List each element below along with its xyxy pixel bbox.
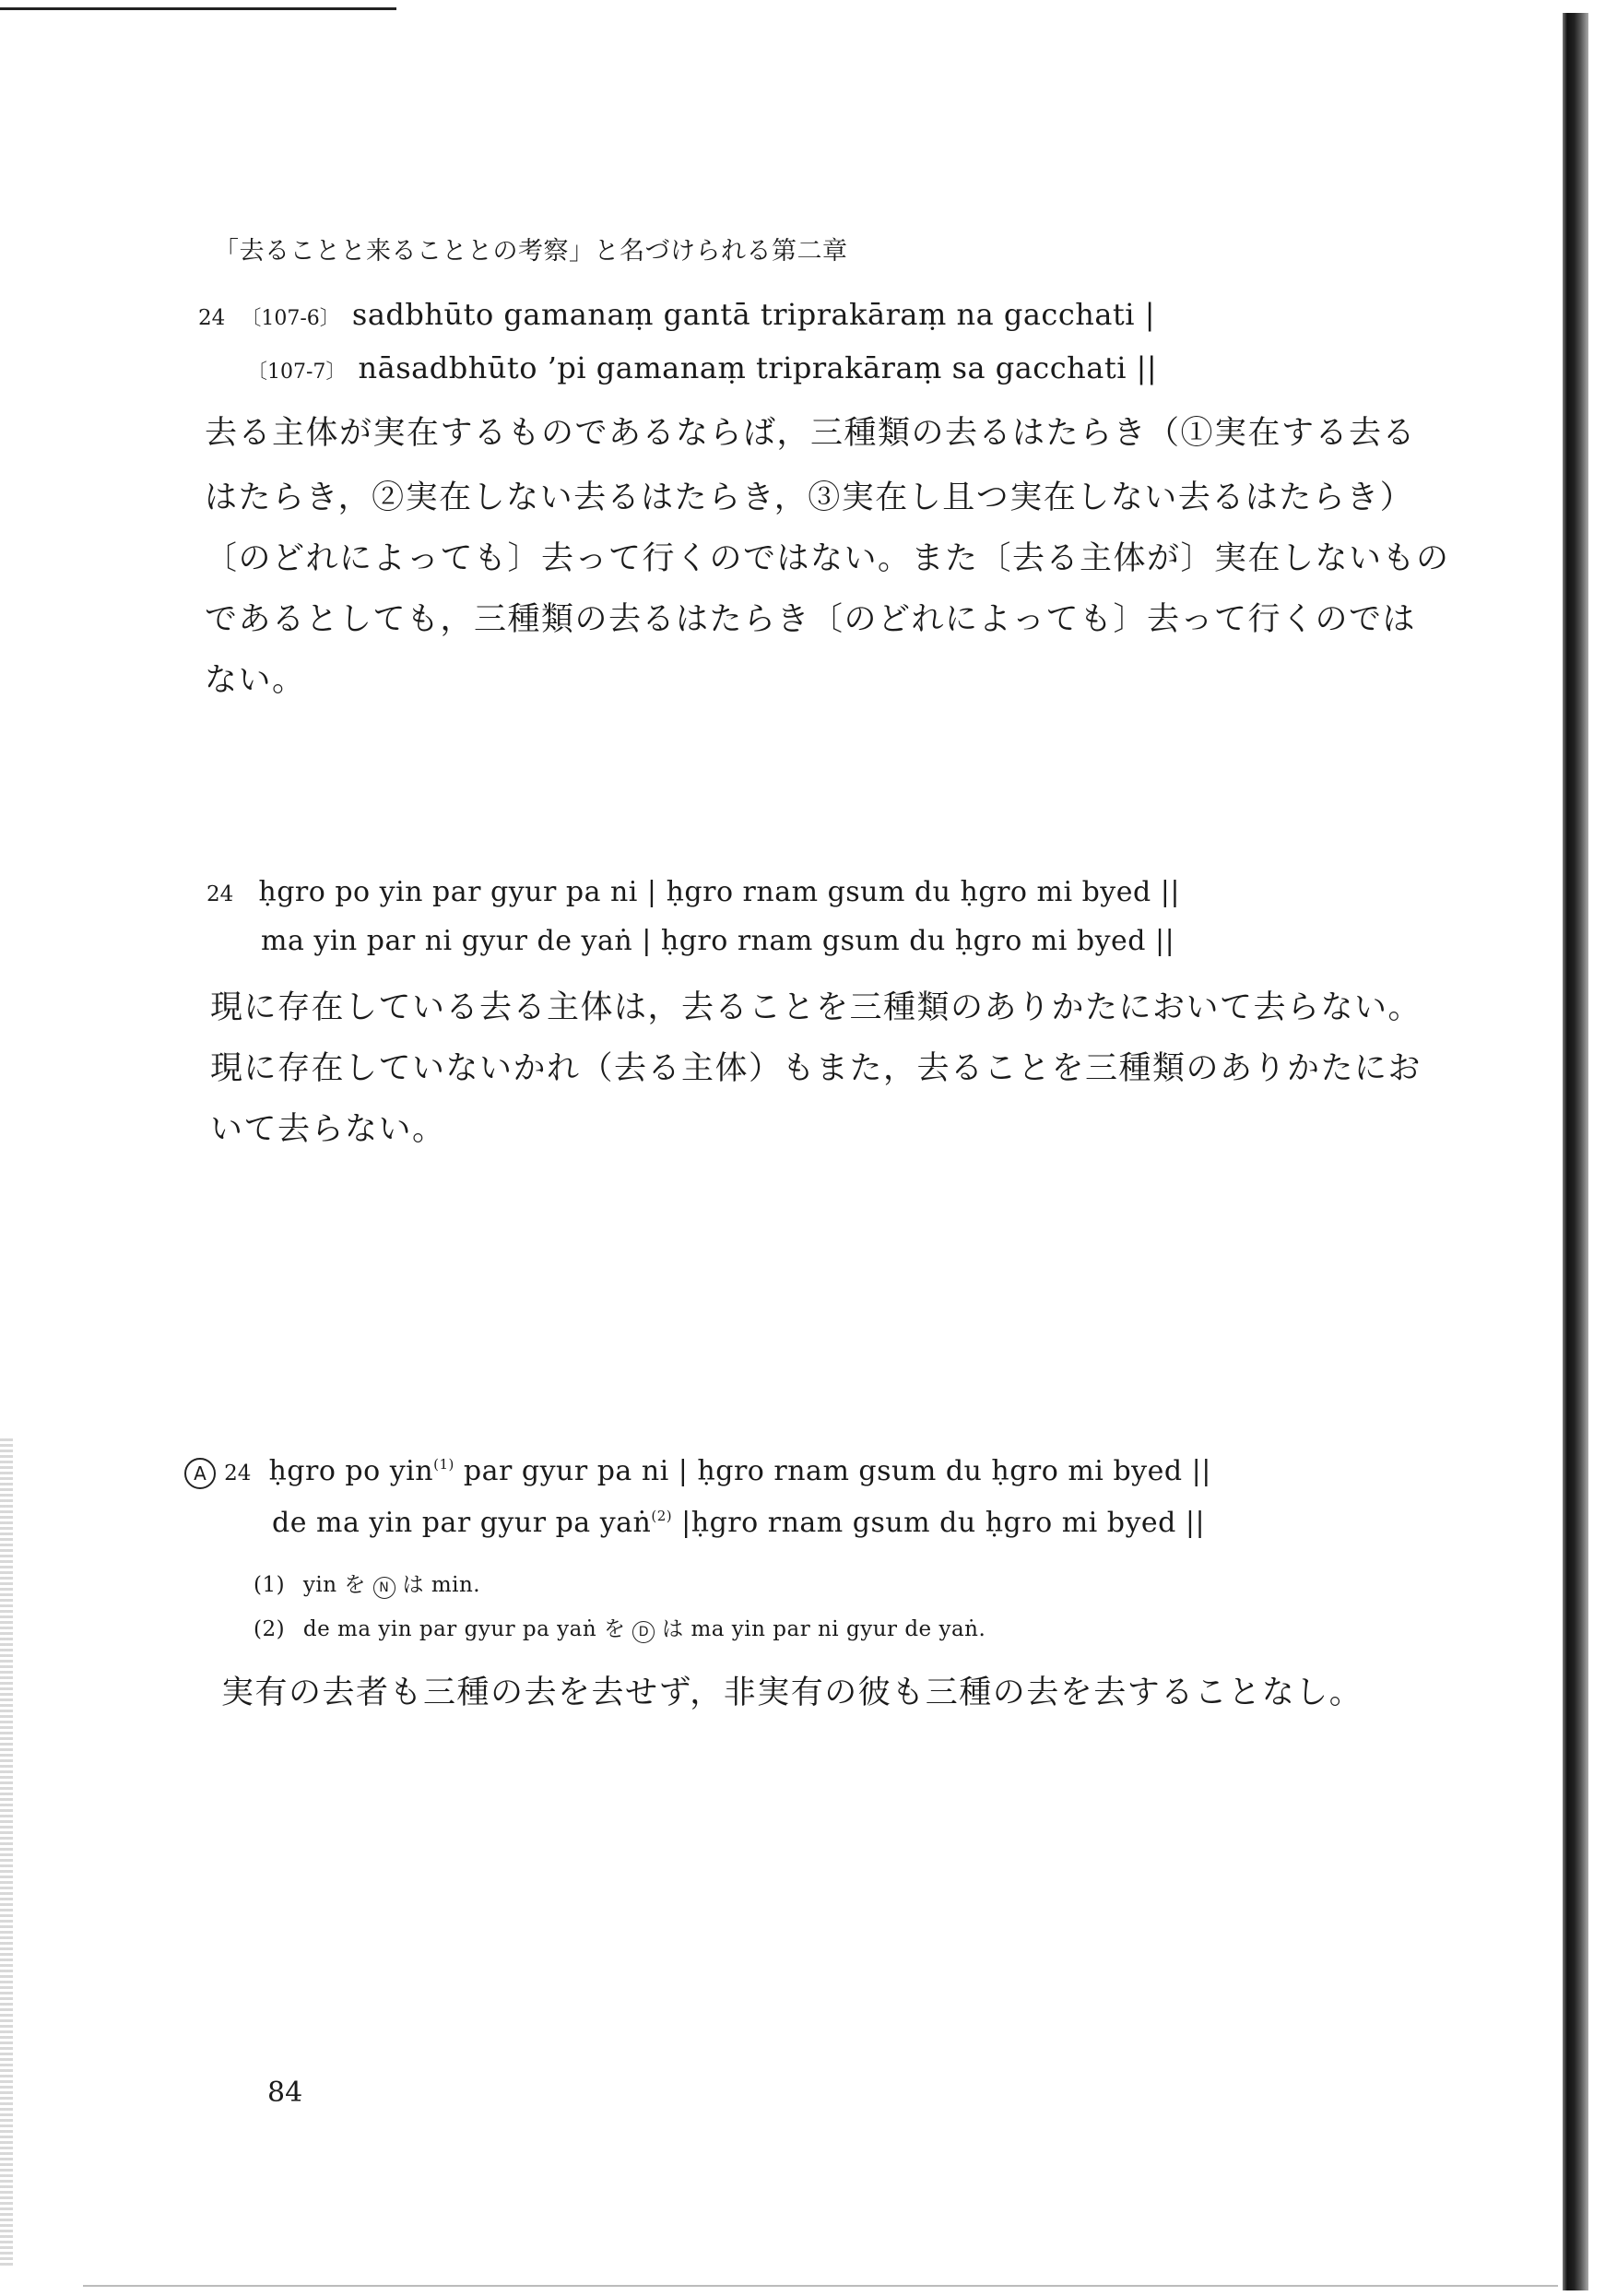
verse-text: ḥgro po yin$^{(1)}$ par gyur pa ni | ḥgro rnam gsum du ḥgro mi byed || bbox=[268, 1455, 1211, 1487]
verse-number: 24 bbox=[198, 306, 226, 330]
verse-number: 24 bbox=[207, 882, 234, 906]
variant-verse-line-2: de ma yin par gyur pa yaṅ$^{(2)}$ |ḥgro rnam gsum du ḥgro mi byed || bbox=[272, 1507, 1206, 1539]
tibetan-verse-line-2: ma yin par ni gyur de yaṅ | ḥgro rnam gsum du ḥgro mi byed || bbox=[261, 925, 1175, 957]
scan-top-rule bbox=[0, 7, 396, 10]
tibetan-translation-line: 現に存在していないかれ（去る主体）もまた，去ることを三種類のありかたにお bbox=[210, 1050, 1422, 1087]
edition-mark: N bbox=[373, 1577, 395, 1599]
sanskrit-translation-line: はたらき，②実在しない去るはたらき，③実在し且つ実在しない去るはたらき） bbox=[205, 479, 1414, 516]
footnote-number: (2) bbox=[254, 1617, 286, 1641]
verse-ref: 〔107-7〕 bbox=[247, 361, 347, 384]
scan-bottom-rule bbox=[83, 2285, 1558, 2287]
chapter-heading: 「去ることと来ることとの考察」と名づけられる第二章 bbox=[214, 237, 848, 266]
sanskrit-verse-line-2 bbox=[247, 350, 1157, 385]
edition-mark: A bbox=[184, 1458, 216, 1489]
tibetan-translation-line: いて去らない。 bbox=[210, 1111, 446, 1148]
sanskrit-verse-line-1 bbox=[198, 297, 1155, 332]
verse-number: 24 bbox=[224, 1462, 252, 1485]
footnote-1: (1) yin を N は min. bbox=[254, 1573, 481, 1597]
sanskrit-translation-line: であるとしても，三種類の去るはたらき〔のどれによっても〕去って行くのでは bbox=[205, 601, 1417, 638]
scan-binding-edge bbox=[1563, 13, 1588, 2290]
tibetan-verse-line-1 bbox=[207, 876, 1180, 908]
verse-ref: 〔107-6〕 bbox=[241, 307, 340, 330]
variant-translation: 実有の去者も三種の去を去せず，非実有の彼も三種の去を去することなし。 bbox=[221, 1675, 1363, 1711]
footnote-number: (1) bbox=[254, 1573, 286, 1597]
verse-text: ḥgro po yin par gyur pa ni | ḥgro rnam gsum du ḥgro mi byed || bbox=[258, 876, 1180, 908]
page-number: 84 bbox=[267, 2077, 303, 2109]
verse-text: nāsadbhūto ’pi gamanaṃ triprakāraṃ sa gacchati || bbox=[358, 350, 1158, 385]
scan-left-edge bbox=[0, 1438, 13, 2268]
footnote-2: (2) de ma yin par gyur pa yaṅ を D は ma yin par ni gyur de yaṅ. bbox=[254, 1617, 986, 1641]
sanskrit-translation-line: 〔のどれによっても〕去って行くのではない。また〔去る主体が〕実在しないもの bbox=[205, 540, 1450, 577]
verse-text: sadbhūto gamanaṃ gantā triprakāraṃ na gacchati | bbox=[351, 297, 1155, 332]
variant-verse-line-1 bbox=[184, 1455, 1211, 1489]
sanskrit-translation-line: 去る主体が実在するものであるならば，三種類の去るはたらき（①実在する去る bbox=[205, 415, 1417, 452]
tibetan-translation-line: 現に存在している去る主体は，去ることを三種類のありかたにおいて去らない。 bbox=[210, 989, 1422, 1026]
footnote-ref: (1) bbox=[433, 1456, 454, 1473]
footnote-ref: (2) bbox=[651, 1508, 673, 1524]
edition-mark: D bbox=[632, 1621, 655, 1643]
sanskrit-translation-line: ない。 bbox=[205, 662, 306, 699]
